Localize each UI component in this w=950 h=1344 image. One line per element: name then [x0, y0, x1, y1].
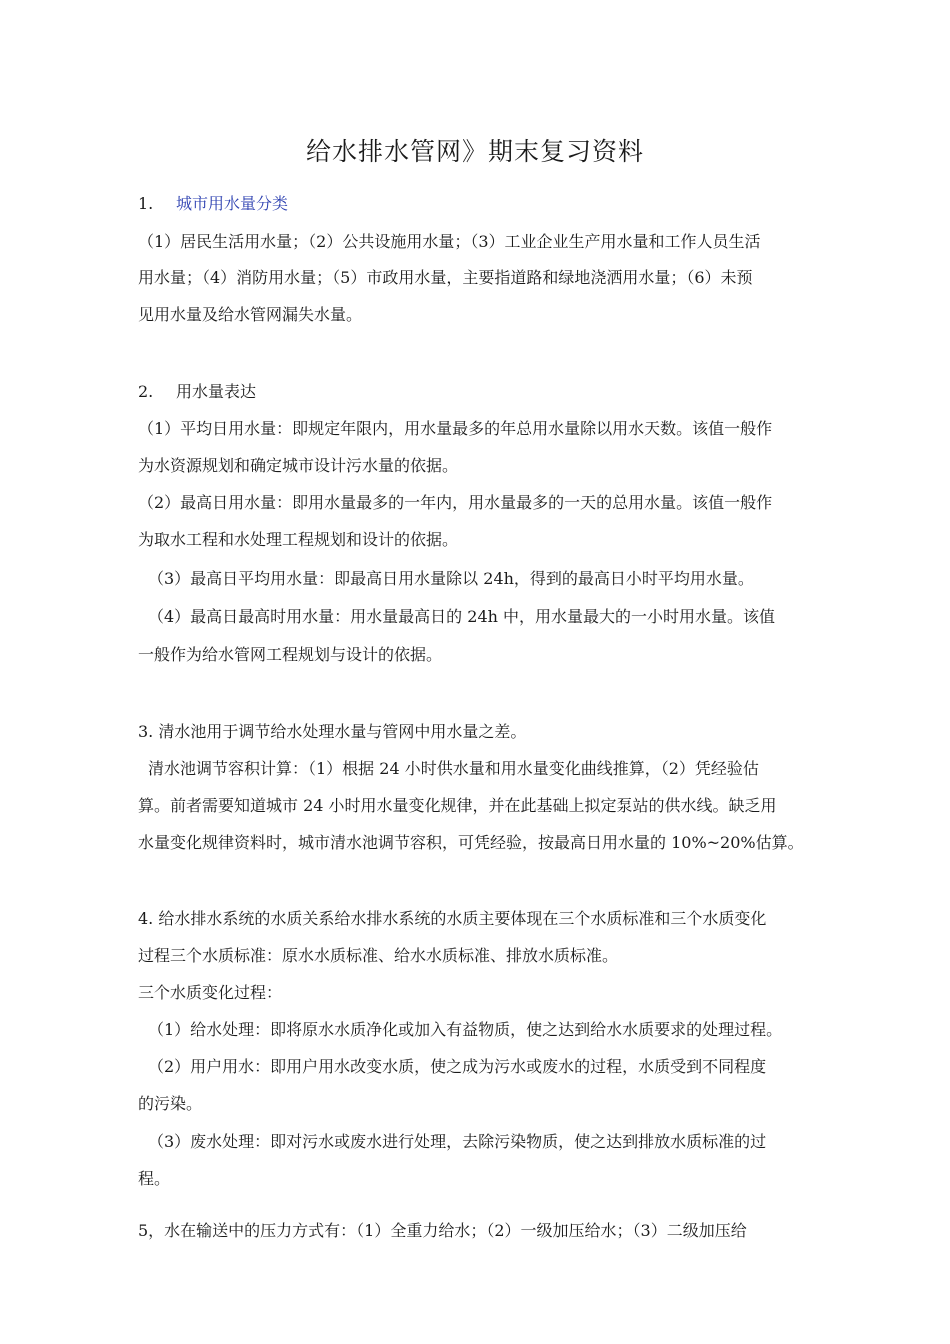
section-3-line-1: 3. 清水池用于调节给水处理水量与管网中用水量之差。 — [138, 722, 527, 741]
document-title: 给水排水管网》期末复习资料 — [305, 137, 644, 166]
section-1-line-3: 见用水量及给水管网漏失水量。 — [138, 305, 363, 324]
section-4-line-6: 的污染。 — [138, 1094, 203, 1113]
section-1-line-1: （1）居民生活用水量；（2）公共设施用水量；（3）工业企业生产用水量和工作人员生活 — [138, 232, 761, 251]
section-4-line-1: 4. 给水排水系统的水质关系给水排水系统的水质主要体现在三个水质标准和三个水质变化 — [138, 909, 767, 928]
section-4-line-8: 程。 — [138, 1169, 171, 1188]
section-4-line-2: 过程三个水质标准：原水水质标准、给水水质标准、排放水质标准。 — [138, 946, 619, 965]
section-3-line-2: 清水池调节容积计算：（1）根据 24 小时供水量和用水量变化曲线推算，（2）凭经验估 — [148, 759, 759, 778]
section-1-number: 1. — [138, 194, 154, 213]
section-2-title: 用水量表达 — [176, 382, 257, 401]
section-4-line-4: （1）给水处理：即将原水水质净化或加入有益物质，使之达到给水水质要求的处理过程。 — [148, 1020, 783, 1039]
section-2-line-1: （1）平均日用水量：即规定年限内，用水量最多的年总用水量除以用水天数。该值一般作 — [138, 419, 773, 438]
section-2-line-3: （2）最高日用水量：即用水量最多的一年内，用水量最多的一天的总用水量。该值一般作 — [138, 493, 773, 512]
section-1-line-2: 用水量；（4）消防用水量；（5）市政用水量，主要指道路和绿地浇洒用水量；（6）未预 — [138, 268, 753, 287]
section-2-line-7: 一般作为给水管网工程规划与设计的依据。 — [138, 645, 443, 664]
section-3-line-3: 算。前者需要知道城市 24 小时用水量变化规律，并在此基础上拟定泵站的供水线。缺乏用 — [138, 796, 777, 815]
section-4-line-7: （3）废水处理：即对污水或废水进行处理，去除污染物质，使之达到排放水质标准的过 — [148, 1132, 767, 1151]
section-2-line-4: 为取水工程和水处理工程规划和设计的依据。 — [138, 530, 459, 549]
section-1-heading — [138, 192, 288, 216]
section-2-line-2: 为水资源规划和确定城市设计污水量的依据。 — [138, 456, 459, 475]
section-2-line-6: （4）最高日最高时用水量：用水量最高日的 24h 中，用水量最大的一小时用水量。该值 — [148, 607, 776, 626]
section-2-line-5: （3）最高日平均用水量：即最高日用水量除以 24h，得到的最高日小时平均用水量。 — [148, 569, 754, 588]
section-2-number: 2. — [138, 382, 154, 401]
section-1-title: 城市用水量分类 — [176, 194, 289, 213]
section-4-line-5: （2）用户用水：即用户用水改变水质，使之成为污水或废水的过程，水质受到不同程度 — [148, 1057, 767, 1076]
section-5-line-1: 5，水在输送中的压力方式有：（1）全重力给水；（2）一级加压给水；（3）二级加压给 — [138, 1221, 747, 1240]
section-2-heading — [138, 380, 256, 404]
section-3-line-4: 水量变化规律资料时，城市清水池调节容积，可凭经验，按最高日用水量的 10%~20%估算。 — [138, 833, 804, 852]
section-4-line-3: 三个水质变化过程： — [138, 983, 283, 1002]
